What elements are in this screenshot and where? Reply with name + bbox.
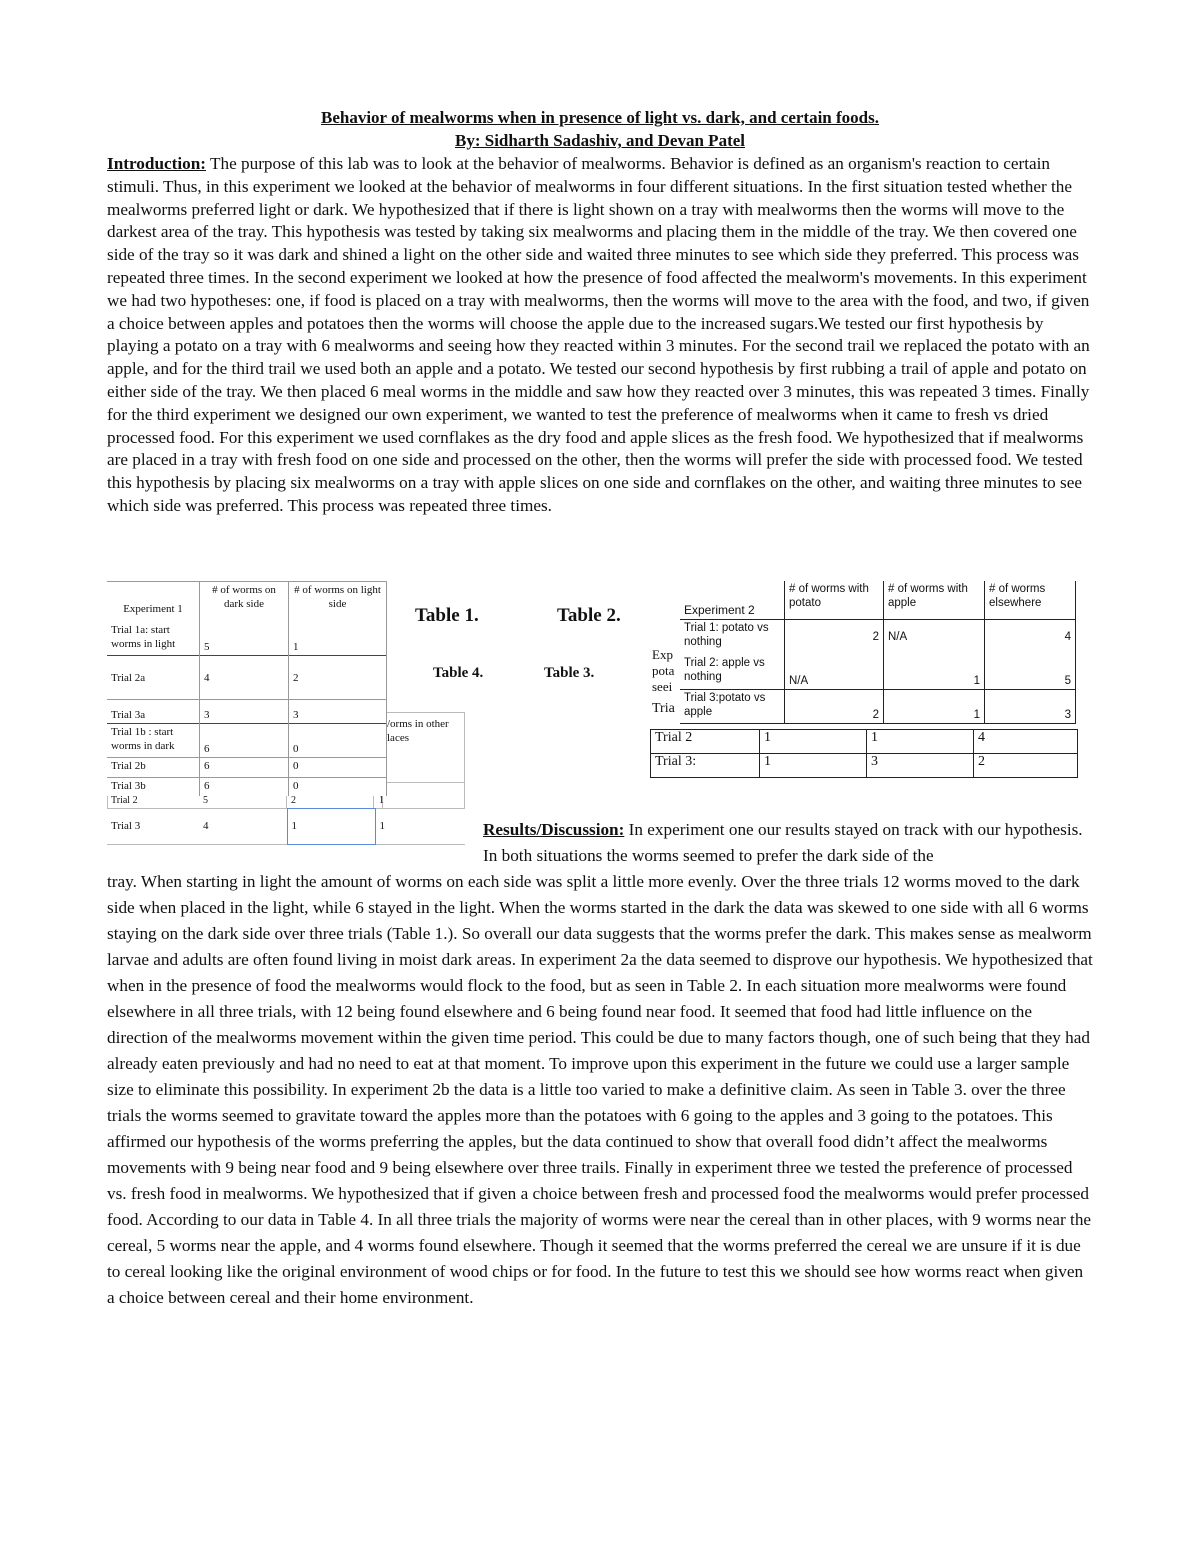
- table-cell: 1: [760, 754, 867, 778]
- document-title: Behavior of mealworms when in presence of light vs. dark, and certain foods.: [320, 108, 879, 127]
- introduction-heading: Introduction:: [107, 154, 207, 173]
- results-heading: Results/Discussion:: [483, 820, 625, 839]
- table-cell: 3: [867, 754, 974, 778]
- table-cell: 1: [884, 655, 985, 689]
- table-1: [107, 581, 387, 796]
- table-cell: 1: [287, 808, 375, 844]
- fragment-text: Exp: [652, 647, 673, 662]
- table-cell: N/A: [785, 655, 884, 689]
- table-cell: 1: [867, 730, 974, 754]
- table-cell: Trial 2a: [107, 656, 200, 700]
- caption-table-1: Table 1.: [415, 605, 479, 626]
- table-cell: 5: [203, 795, 208, 806]
- results-text-start: In experiment one our results stayed on track with our hypothesis. In both situations the worms seemed to prefer the dark side of the: [483, 820, 1083, 865]
- table-cell: 2: [974, 754, 1078, 778]
- table-cell: 4: [985, 619, 1076, 655]
- table-cell: Trial 2: apple vs nothing: [680, 655, 785, 689]
- table-cell: 3: [985, 689, 1076, 723]
- table-cell: 2: [785, 619, 884, 655]
- table-cell: Trial 1a: start worms in light: [107, 622, 200, 656]
- table-cell: 1: [289, 622, 387, 656]
- table-cell: 1: [884, 689, 985, 723]
- table-cell: 2: [785, 689, 884, 723]
- table-2-header: # of worms elsewhere: [985, 581, 1076, 619]
- table-cell: 1: [379, 820, 385, 832]
- table-cell: 5: [200, 622, 289, 656]
- table-cell: Trial 2: [111, 795, 138, 806]
- table-cell: Trial 3:: [651, 754, 760, 778]
- fragment-text: Tria: [652, 701, 675, 716]
- table-1-header: # of worms on dark side: [200, 582, 289, 622]
- table-cell: 4: [200, 656, 289, 700]
- table-cell: 0: [289, 778, 387, 796]
- table-cell: 4: [203, 820, 209, 832]
- introduction-paragraph: [107, 153, 1097, 518]
- table-4-header-fragment: /orms in other laces: [383, 713, 465, 783]
- introduction-text: The purpose of this lab was to look at the behavior of mealworms. Behavior is defined as an organism's reaction to certain stimuli. Thus, in this experiment we looked at the behavior of mealworms in four different situations. In the first situation tested whether the mealworms preferred light or dark. We hypothesized that if there is light shown on a tray with mealworms then the worms will move to the darkest area of the tray. This hypothesis was tested by taking six mealworms and placing them in the middle of the tray. We then covered one side of the tray so it was dark and shined a light on the other side and waited three minutes to see which side they preferred. This process was repeated three times. In the second experiment we looked at how the presence of food affected the mealworm's movements. In this experiment we had two hypotheses: one, if food is placed on a tray with mealworms, then the worms will move to the area with the food, and two, if given a choice between apples and potatoes then the worms will choose the apple due to the increased sugars.We tested our first hypothesis by playing a potato on a tray with 6 mealworms and seeing how they reacted within 3 minutes. For the second trail we replaced the potato with an apple, and for the third trail we used both an apple and a potato. We tested our second hypothesis by first rubbing a trail of apple and potato on either side of the tray. We then placed 6 meal worms in the middle and saw how they reacted over 3 minutes, this was repeated 3 times. Finally for the third experiment we designed our own experiment, we wanted to test the preference of mealworms when it came to fresh vs dried processed food. For this experiment we used cornflakes as the dry food and apple slices as the fresh food. We hypothesized that if mealworms are placed in a tray with fresh food on one side and processed on the other, then the worms will prefer the side with processed food. We tested this hypothesis by placing six mealworms on a tray with apple slices on one side and cornflakes on the other, and waiting three minutes to see which side was preferred. This process was repeated three times.: [107, 154, 1090, 515]
- table-2-header: # of worms with potato: [785, 581, 884, 619]
- table-cell: 0: [289, 724, 387, 758]
- table-cell: 6: [200, 758, 289, 778]
- table-cell: Trial 1: potato vs nothing: [680, 619, 785, 655]
- table-2: [680, 581, 1076, 724]
- results-paragraph-start: [483, 817, 1095, 869]
- table-cell: Trial 3a: [107, 700, 200, 724]
- table-cell: 0: [289, 758, 387, 778]
- table-cell: Trial 2b: [107, 758, 200, 778]
- table-cell: 4: [974, 730, 1078, 754]
- caption-table-4: Table 4.: [433, 665, 484, 681]
- table-cell: N/A: [884, 619, 985, 655]
- table-cell: 6: [200, 724, 289, 758]
- table-4-rows: [107, 796, 465, 845]
- table-cell: 6: [200, 778, 289, 796]
- table-cell: 3: [289, 700, 387, 724]
- table-cell: Trial 3b: [107, 778, 200, 796]
- table-cell: 2: [289, 656, 387, 700]
- table-2-header: # of worms with apple: [884, 581, 985, 619]
- table-cell: Trial 3: [111, 820, 141, 832]
- caption-table-2: Table 2.: [557, 605, 621, 626]
- table-cell: 1: [760, 730, 867, 754]
- table-3-partial: [650, 729, 1078, 778]
- table-cell: 5: [985, 655, 1076, 689]
- table-2-header: Experiment 2: [680, 581, 785, 619]
- fragment-text: pota: [652, 663, 675, 678]
- table-cell: Trial 2: [651, 730, 760, 754]
- table-1-header: Experiment 1: [107, 582, 200, 622]
- table-cell: Trial 3:potato vs apple: [680, 689, 785, 723]
- table-cell: 2: [291, 795, 296, 806]
- results-paragraph-rest: tray. When starting in light the amount of worms on each side was split a little more evenly. Over the three trials 12 worms moved to the dark side when placed in the light, while 6 stayed in the light. When the worms started in the dark the data was skewed to one side with all 6 worms staying on the dark side over three trials (Table 1.). So overall our data suggests that the worms prefer the dark. This makes sense as mealworm larvae and adults are often found living in moist dark areas. In experiment 2a the data seemed to disprove our hypothesis. We hypothesized that when in the presence of food the mealworms would flock to the food, but as seen in Table 2. In each situation more mealworms were found elsewhere in all three trials, with 12 being found elsewhere and 6 being found near food. It seemed that food had little influence on the direction of the mealworms movement within the given time period. This could be due to many factors though, one of such being that they had already eaten previously and had no need to eat at that moment. To improve upon this experiment in the future we could use a larger sample size to eliminate this possibility. In experiment 2b the data is a little too varied to make a definitive claim. As seen in Table 3. over the three trials the worms seemed to gravitate toward the apples more than the potatoes with 6 going to the apples and 3 going to the potatoes. This affirmed our hypothesis of the worms preferring the apples, but the data continued to show that overall food didn’t affect the mealworms movements with 9 being near food and 9 being elsewhere over three trails. Finally in experiment three we tested the preference of processed vs. fresh food in mealworms. We hypothesized that if given a choice between fresh and processed food the mealworms would prefer processed food. According to our data in Table 4. In all three trials the majority of worms were near the cereal than in other places, with 9 worms near the cereal, 5 worms near the apple, and 4 worms found elsewhere. Though it seemed that the worms preferred the cereal we are unsure if it is due to cereal looking like the original environment of wood chips or for food. In the future to test this we should see how worms react when given a choice between cereal and their home environment.: [107, 872, 1093, 1307]
- caption-table-3: Table 3.: [544, 665, 595, 681]
- table-1-header: # of worms on light side: [289, 582, 387, 622]
- document-byline: By: Sidharth Sadashiv, and Devan Patel: [454, 131, 745, 150]
- fragment-text: seei: [652, 679, 673, 694]
- table-3-header-fragments: [652, 647, 682, 717]
- table-cell: 3: [200, 700, 289, 724]
- table-cell: Trial 1b : start worms in dark: [107, 724, 200, 758]
- table-cell: 1: [379, 795, 384, 806]
